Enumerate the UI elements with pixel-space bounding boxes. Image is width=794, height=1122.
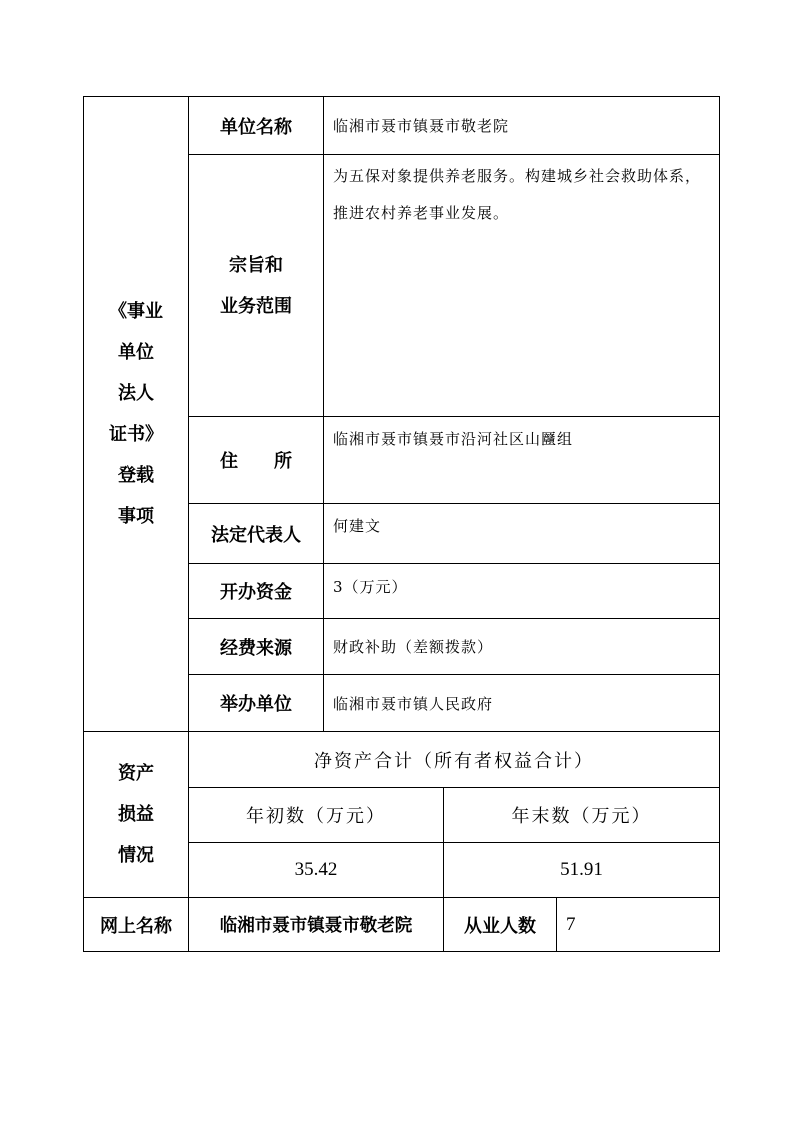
sponsor-label: 举办单位 (189, 675, 324, 732)
end-of-year-value: 51.91 (444, 843, 720, 898)
unit-name-label: 单位名称 (189, 97, 324, 155)
sponsor-value: 临湘市聂市镇人民政府 (324, 675, 720, 732)
legal-rep-label: 法定代表人 (189, 504, 324, 564)
purpose-label: 宗旨和 业务范围 (189, 155, 324, 417)
net-assets-header: 净资产合计（所有者权益合计） (189, 732, 720, 788)
start-of-year-label: 年初数（万元） (189, 788, 444, 843)
start-of-year-value: 35.42 (189, 843, 444, 898)
registration-table (83, 96, 720, 952)
legal-rep-value: 何建文 (324, 504, 720, 564)
registration-form (83, 96, 719, 951)
staff-count-value: 7 (557, 898, 720, 952)
certificate-items-header: 《事业 单位 法人 证书》 登载 事项 (84, 97, 189, 732)
web-name-value: 临湘市聂市镇聂市敬老院 (189, 898, 444, 952)
capital-label: 开办资金 (189, 564, 324, 619)
purpose-value: 为五保对象提供养老服务。构建城乡社会救助体系，推进农村养老事业发展。 (324, 155, 720, 417)
funding-value: 财政补助（差额拨款） (324, 619, 720, 675)
unit-name-value: 临湘市聂市镇聂市敬老院 (324, 97, 720, 155)
address-label: 住 所 (189, 417, 324, 504)
staff-count-label: 从业人数 (444, 898, 557, 952)
assets-header: 资产 损益 情况 (84, 732, 189, 898)
address-value: 临湘市聂市镇聂市沿河社区山㔶组 (324, 417, 720, 504)
end-of-year-label: 年末数（万元） (444, 788, 720, 843)
capital-value: 3（万元） (324, 564, 720, 619)
funding-label: 经费来源 (189, 619, 324, 675)
web-name-label: 网上名称 (84, 898, 189, 952)
